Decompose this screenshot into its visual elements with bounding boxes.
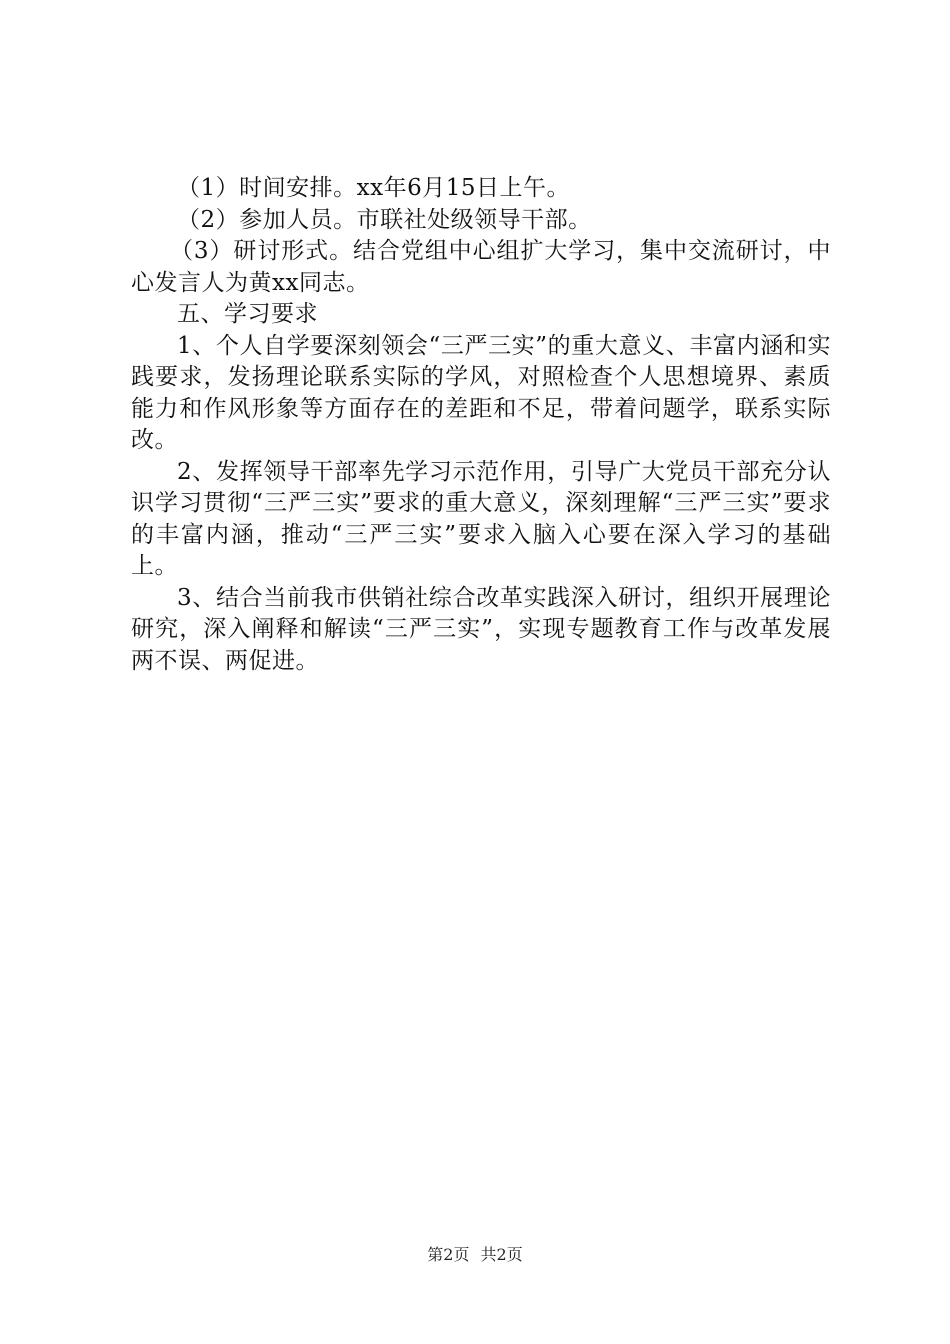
page-total: 共2页 (480, 1245, 523, 1264)
document-body (131, 173, 831, 677)
page-footer (0, 1245, 950, 1265)
paragraph-requirement-1: 1、个人自学要深刻领会“三严三实”的重大意义、丰富内涵和实践要求，发扬理论联系实际的学风，对照检查个人思想境界、素质能力和作风形象等方面存在的差距和不足，带着问题学，联系实际改。 (131, 332, 831, 453)
paragraph-discussion-format: （3）研讨形式。结合党组中心组扩大学习，集中交流研讨，中心发言人为黄xx同志。 (131, 238, 831, 296)
paragraph-requirement-2: 2、发挥领导干部率先学习示范作用，引导广大党员干部充分认识学习贯彻“三严三实”要求的重大意义，深刻理解“三严三实”要求的丰富内涵，推动“三严三实”要求入脑入心要在深入学习的基础上。 (131, 458, 831, 579)
paragraph-participants: （2）参加人员。市联社处级领导干部。 (177, 206, 592, 233)
section-heading-study-requirements: 五、学习要求 (177, 301, 318, 327)
paragraph-time-arrangement: （1）时间安排。xx年6月15日上午。 (177, 175, 570, 201)
page-number: 第2页 (427, 1245, 470, 1264)
paragraph-requirement-3: 3、结合当前我市供销社综合改革实践深入研讨，组织开展理论研究，深入阐释和解读“三严三实”，实现专题教育工作与改革发展两不误、两促进。 (131, 584, 831, 674)
